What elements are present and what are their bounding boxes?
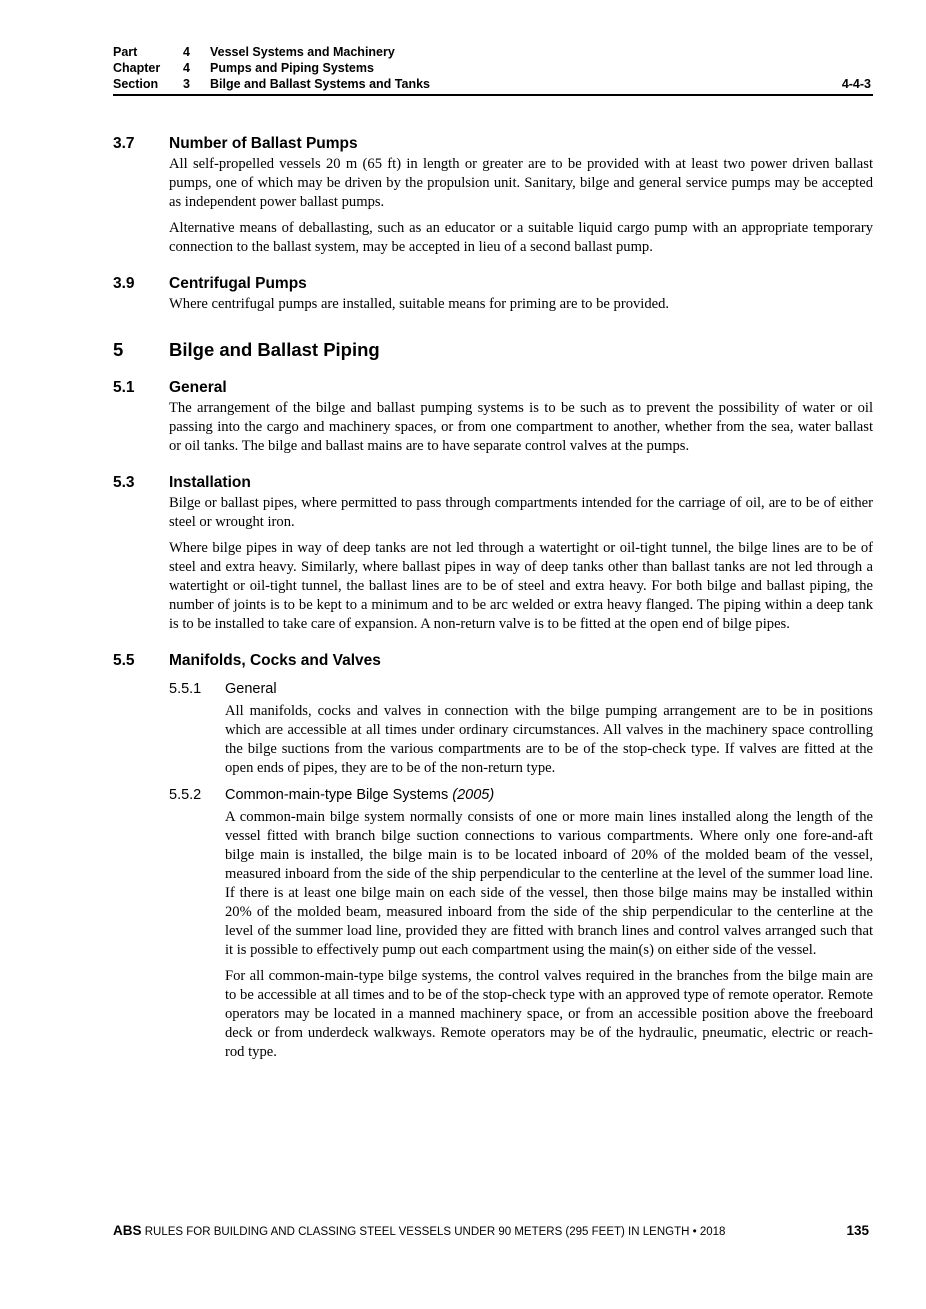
subsection-5-5-2	[113, 786, 873, 1062]
running-header	[113, 44, 873, 92]
section-5	[113, 338, 873, 362]
subsection-heading	[169, 680, 873, 698]
section-title: Centrifugal Pumps	[169, 275, 307, 292]
running-footer	[113, 1222, 873, 1240]
paragraph: For all common-main-type bilge systems, the control valves required in the branches from the bilge main are to be accessible at all times and to be of the stop-check type with an approved type of remote operator. Remote operators may be located in a manned machinery space, or from an accessible position above the freeboard deck or from underdeck walkways. Remote operators may be of the hydraulic, pneumatic, electric or reach-rod type.	[225, 968, 873, 1060]
header-chapter-number: 4	[183, 61, 190, 75]
subsection-title	[225, 786, 494, 804]
page-number: 135	[846, 1223, 869, 1238]
section-5-1	[113, 378, 873, 456]
section-title: Bilge and Ballast Piping	[169, 339, 380, 360]
section-heading	[113, 134, 873, 154]
paragraph: The arrangement of the bilge and ballast pumping systems is to be such as to prevent the possibility of water or oil passing into the cargo and machinery spaces, or from one compartment to another, whether from the sea, water ballast or oil tanks. The bilge and ballast mains are to have separate control valves at the pumps.	[169, 400, 873, 454]
header-page-reference: 4-4-3	[841, 77, 871, 91]
publisher-brand: ABS	[113, 1223, 142, 1238]
header-rule	[113, 94, 873, 96]
section-title: Number of Ballast Pumps	[169, 135, 358, 152]
header-part-label: Part	[113, 45, 138, 59]
header-part-row	[113, 44, 873, 60]
header-section-title: Bilge and Ballast Systems and Tanks	[210, 77, 430, 91]
paragraph: All self-propelled vessels 20 m (65 ft) in length or greater are to be provided with at least two power driven ballast pumps, one of which may be driven by the propulsion unit. Sanitary, bilge and general service pumps may be accepted as independent power ballast pumps.	[169, 156, 873, 210]
chapter-heading	[113, 338, 873, 362]
header-section-row	[113, 76, 873, 92]
header-section-label: Section	[113, 77, 159, 91]
section-3-7	[113, 134, 873, 257]
section-number: 5	[113, 339, 124, 360]
document-body	[113, 134, 873, 1062]
section-title: Installation	[169, 474, 251, 491]
section-5-5	[113, 651, 873, 671]
section-title: Manifolds, Cocks and Valves	[169, 652, 381, 669]
subsection-number: 5.5.2	[169, 787, 202, 803]
paragraph: Alternative means of deballasting, such as an educator or a suitable liquid cargo pump with an appropriate temporary connection to the ballast system, may be accepted in lieu of a second ballast pump.	[169, 220, 873, 255]
section-number: 5.3	[113, 474, 135, 491]
paragraph: Bilge or ballast pipes, where permitted to pass through compartments intended for the carriage of oil, are to be of either steel or wrought iron.	[169, 495, 873, 530]
header-chapter-label: Chapter	[113, 61, 161, 75]
header-part-number: 4	[183, 45, 190, 59]
section-heading	[113, 378, 873, 398]
section-number: 5.1	[113, 379, 135, 396]
paragraph: All manifolds, cocks and valves in connection with the bilge pumping arrangement are to be in positions which are accessible at all times under ordinary circumstances. All valves in the machinery space controlling the bilge suctions from the various compartments are to be of the stop-check type. If valves are fitted at the open ends of pipes, they are to be of the non-return type.	[225, 703, 873, 776]
subsection-number: 5.5.1	[169, 681, 202, 697]
section-heading	[113, 274, 873, 294]
section-number: 3.9	[113, 275, 135, 292]
revision-year: (2005)	[452, 787, 495, 803]
subsection-title: General	[225, 681, 277, 697]
section-title: General	[169, 379, 227, 396]
header-section-number: 3	[183, 77, 190, 91]
section-3-9	[113, 274, 873, 314]
section-number: 3.7	[113, 135, 135, 152]
subsection-heading	[169, 786, 873, 804]
subsection-5-5-1	[113, 680, 873, 778]
section-heading	[113, 473, 873, 493]
section-5-3	[113, 473, 873, 634]
header-chapter-title: Pumps and Piping Systems	[210, 61, 374, 75]
header-chapter-row	[113, 60, 873, 76]
paragraph: Where centrifugal pumps are installed, suitable means for priming are to be provided.	[169, 296, 670, 312]
section-heading	[113, 651, 873, 671]
section-number: 5.5	[113, 652, 135, 669]
paragraph: Where bilge pipes in way of deep tanks are not led through a watertight or oil-tight tunnel, the bilge lines are to be of steel and extra heavy. Similarly, where ballast pipes in way of deep tanks other than ballast tanks are not led through a watertight or oil-tight tunnel, the ballast lines are to be of steel and extra heavy. For both bilge and ballast piping, the number of joints is to be kept to a minimum and to be arc welded or extra heavy flanged. The piping within a deep tank is to be installed to take care of expansion. A non-return valve is to be fitted at the open end of bilge pipes.	[169, 540, 873, 632]
footer-publication-title: RULES FOR BUILDING AND CLASSING STEEL VESSELS UNDER 90 METERS (295 FEET) IN LENGTH • 2018	[144, 1226, 726, 1238]
subsection-title-text: Common-main-type Bilge Systems	[225, 787, 449, 803]
header-part-title: Vessel Systems and Machinery	[210, 45, 395, 59]
paragraph: A common-main bilge system normally consists of one or more main lines installed along the length of the vessel fitted with branch bilge suction connections to various compartments. Where only one fore-and-aft bilge main is installed, the bilge main is to be located inboard of 20% of the molded beam of the vessel, measured inboard from the side of the ship perpendicular to the centerline at the level of the summer load line. If there is at least one bilge main on each side of the vessel, then those bilge mains may be installed within 20% of the molded beam, measured inboard from the side of the ship perpendicular to the centerline at the level of the summer load line, provided they are fitted with branch lines and control valves arranged such that it is possible to effectively pump out each compartment using the main(s) on either side of the vessel.	[225, 809, 873, 958]
